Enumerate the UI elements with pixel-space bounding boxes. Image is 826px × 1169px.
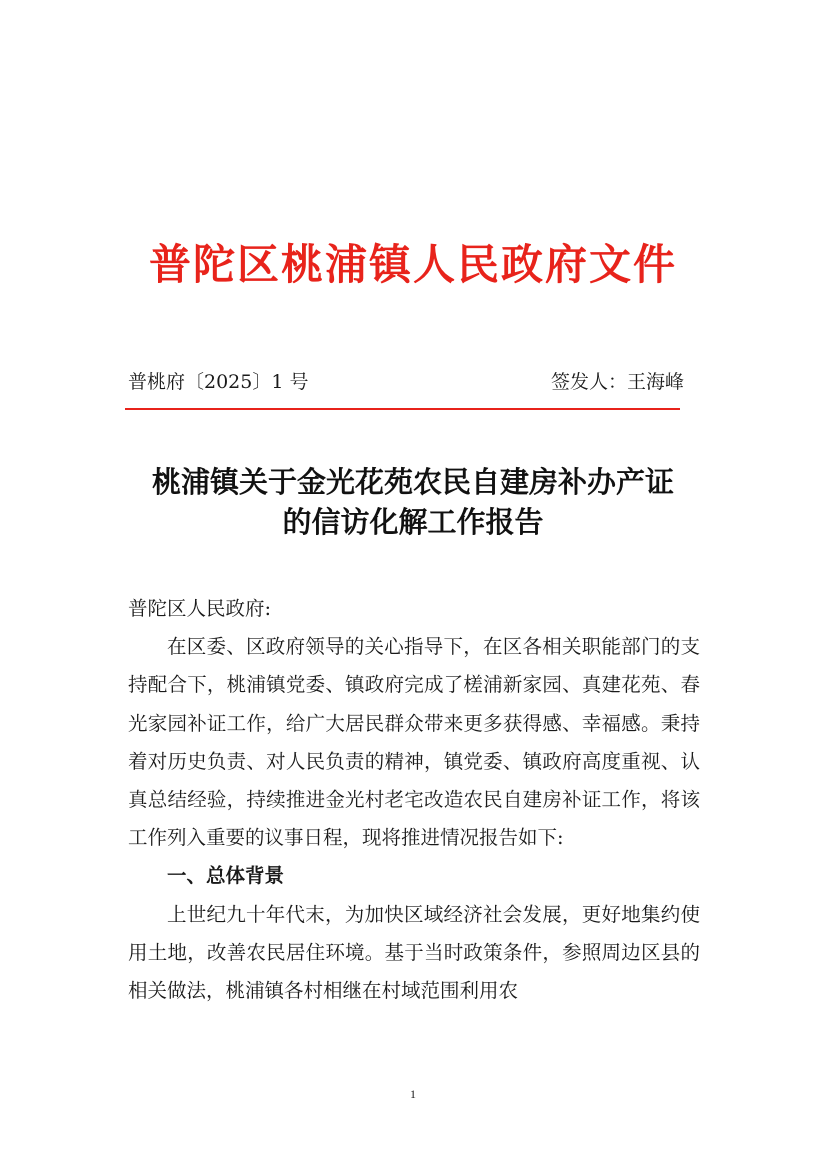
red-divider-line — [125, 408, 680, 410]
document-title — [110, 462, 716, 542]
section-heading-1: 一、总体背景 — [167, 864, 285, 888]
issuer-red-title: 普陀区桃浦镇人民政府文件 — [148, 240, 677, 289]
body-paragraph-2: 上世纪九十年代末，为加快区域经济社会发展，更好地集约使用土地，改善农民居住环境。基于当时政策条件，参照周边区县的相关做法，桃浦镇各村相继在村域范围利用农 — [128, 902, 700, 1003]
body-paragraph-1: 在区委、区政府领导的关心指导下，在区各相关职能部门的支持配合下，桃浦镇党委、镇政府完成了槎浦新家园、真建花苑、春光家园补证工作，给广大居民群众带来更多获得感、幸福感。秉持着对历史负责、对人民负责的精神，镇党委、镇政府高度重视、认真总结经验，持续推进金光村老宅改造农民自建房补证工作，将该工作列入重要的议事日程，现将推进情况报告如下: — [128, 635, 700, 850]
page-number: 1 — [410, 1087, 416, 1101]
document-number: 普桃府〔2025〕1 号 — [128, 371, 309, 393]
document-body — [128, 590, 700, 1010]
signer: 签发人：王海峰 — [550, 371, 684, 393]
document-title-line-1: 桃浦镇关于金光花苑农民自建房补办产证 — [151, 465, 674, 499]
document-title-line-2: 的信访化解工作报告 — [282, 505, 544, 539]
salutation: 普陀区人民政府: — [128, 597, 272, 620]
